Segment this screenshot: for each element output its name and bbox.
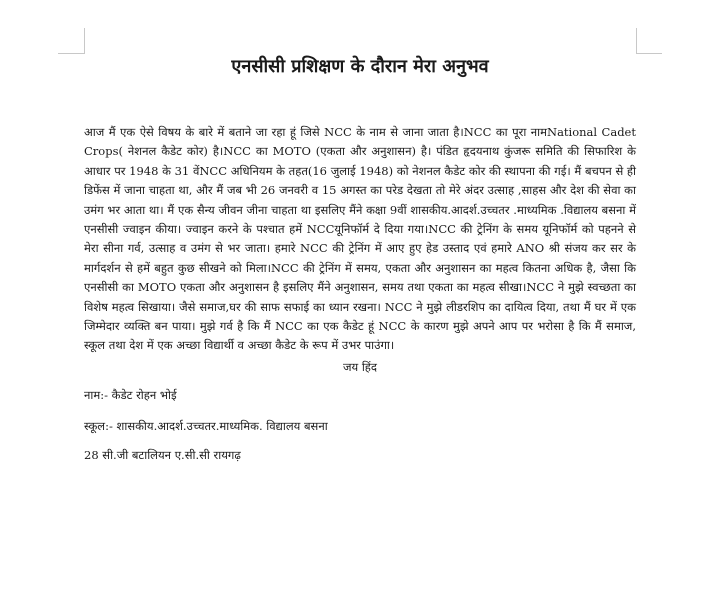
body-paragraph: आज मैं एक ऐसे विषय के बारे में बताने जा रहा हूं जिसे NCC के नाम से जाना जाता है।NCC का पूरा नामNational Cadet Crops( नेशनल कैडेट कोर) है।NCC का MOTO (एकता और अनुशासन) है। पंडित हृदयनाथ कुंजरू समिति की सिफारिश के आधार पर 1948 के 31 वेंNCC अधिनियम के तहत(16 जुलाई 1948) को नेशनल कैडेट कोर की स्थापना की गई। मैं बचपन से ही डिफेंस में जाना चाहता था, और मैं जब भी 26 जनवरी व 15 अगस्त का परेड देखता तो मेरे अंदर उत्साह ,साहस और देश की सेवा का उमंग भर आता था। मैं एक सैन्य जीवन जीना चाहता था इसलिए मैंने कक्षा 9वीं शासकीय.आदर्श.उच्चतर .माध्यमिक .विद्यालय बसना में एनसीसी ज्वाइन कीया। ज्वाइन करने के पश्चात हमें NCCयूनिफॉर्म दे दिया गया।NCC की ट्रेनिंग के समय यूनिफॉर्म को पहनने से मेरा सीना गर्व, उत्साह व उमंग से भर जाता। हमारे NCC की ट्रेनिंग में आए हुए हेड उस्ताद एवं हमारे ANO श्री संजय कर सर के मार्गदर्शन से हमें बहुत कुछ सीखने को मिला।NCC की ट्रेनिंग में समय, एकता और अनुशासन का महत्व कितना अधिक है, जैसा कि एनसीसी का MOTO एकता और अनुशासन है इसलिए मैंने अनुशासन, समय तथा एकता का महत्व सीखा।NCC ने मुझे स्वच्छता का विशेष महत्व सिखाया। जैसे समाज,घर की साफ सफाई का ध्यान रखना। NCC ने मुझे लीडरशिप का दायित्व दिया, तथा मैं घर में एक जिम्मेदार व्यक्ति बन पाया। मुझे गर्व है कि मैं NCC का एक कैडेट हूं NCC के कारण मुझे अपने आप पर भरोसा है कि मैं समाज, स्कूल तथा देश में एक अच्छा विद्यार्थी व अच्छा कैडेट के रूप में उभर पाउंगा। <box>84 125 636 353</box>
crop-mark-top-left <box>58 53 84 54</box>
author-name: नाम:- कैडेट रोहन भोई <box>84 388 177 402</box>
school-name: स्कूल:- शासकीय.आदर्श.उच्चतर.माध्यमिक. विद्यालय बसना <box>84 419 328 433</box>
crop-mark-top-left <box>84 28 85 54</box>
battalion-name: 28 सी.जी बटालियन ए.सी.सी रायगढ़ <box>84 448 241 462</box>
crop-mark-top-right <box>636 53 662 54</box>
crop-mark-top-right <box>636 28 637 54</box>
document-title: एनसीसी प्रशिक्षण के दौरान मेरा अनुभव <box>231 56 489 77</box>
closing-salutation: जय हिंद <box>342 360 378 374</box>
